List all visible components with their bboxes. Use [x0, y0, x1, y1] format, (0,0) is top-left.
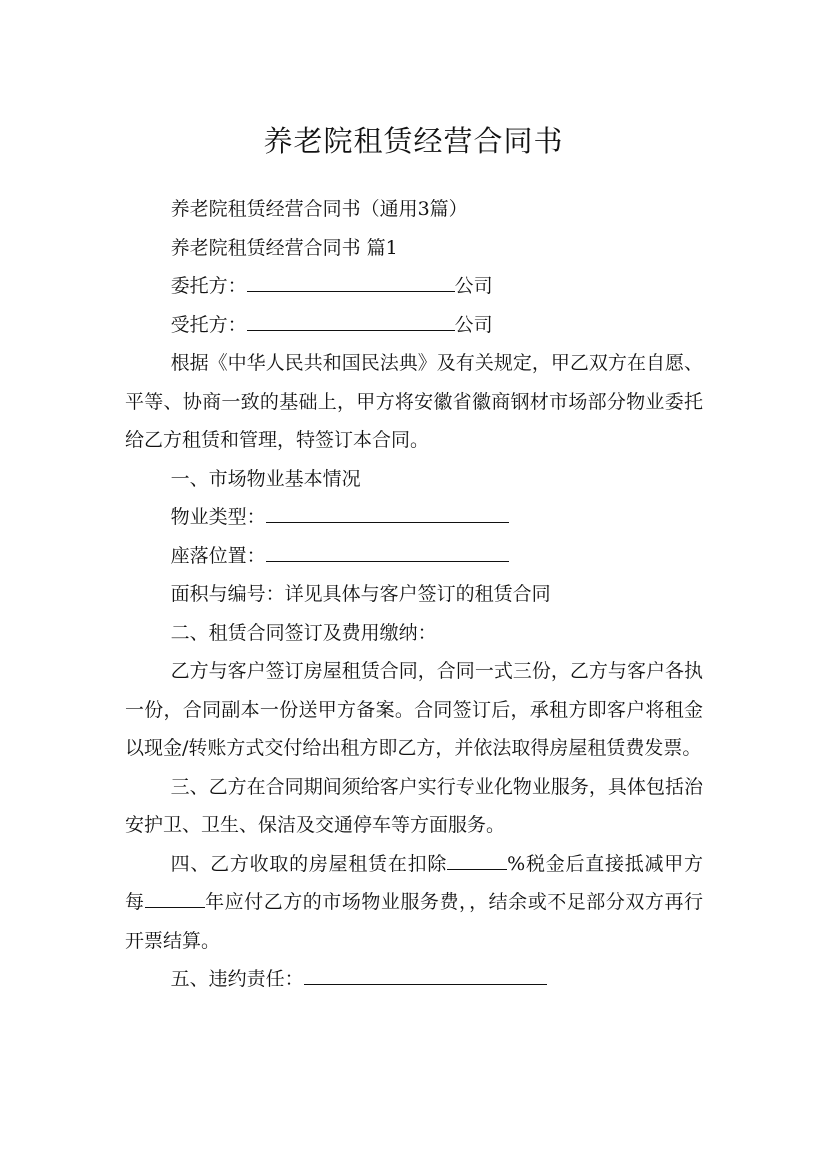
section4-text-2: %税金后直接抵减甲方每: [125, 852, 703, 913]
property-type-label: 物业类型：: [170, 506, 266, 528]
entrustee-company-suffix: 公司: [454, 313, 493, 336]
article-heading: 养老院租赁经营合同书 篇1: [170, 236, 398, 259]
entrustor-label: 委托方：: [170, 275, 247, 297]
section2-body: 乙方与客户签订房屋租赁合同，合同一式三份，乙方与客户各执一份，合同副本一份送甲方备案。合同签订后，承租方即客户将租金以现金/转账方式交付给出租方即乙方，并依法取得房屋租赁费发票。: [125, 660, 703, 759]
section1-heading: 一、市场物业基本情况: [170, 467, 361, 490]
entrustor-company-suffix: 公司: [454, 275, 493, 297]
location-label: 座落位置：: [170, 544, 266, 567]
section4-text-1: 四、乙方收取的房屋租赁在扣除: [170, 852, 448, 875]
section4-paragraph: [125, 845, 703, 961]
entrustee-blank: [247, 309, 455, 331]
intro-paragraph: 根据《中华人民共和国民法典》及有关规定，甲乙双方在自愿、平等、协商一致的基础上，甲方将安徽省徽商钢材市场部分物业委托给乙方租赁和管理，特签订本合同。: [125, 352, 703, 451]
breach-liability-blank: [304, 963, 547, 985]
entrustor-line: [125, 267, 703, 306]
property-type-blank: [266, 501, 509, 523]
year-blank: [145, 886, 205, 908]
document-body: [125, 190, 703, 999]
section5-line: [125, 960, 703, 999]
location-line: [125, 537, 703, 576]
entrustee-label: 受托方：: [170, 313, 247, 336]
area-number-line: 面积与编号：详见具体与客户签订的租赁合同: [170, 583, 551, 605]
section3-paragraph: 三、乙方在合同期间须给客户实行专业化物业服务，具体包括治安护卫、卫生、保洁及交通停车等方面服务。: [125, 775, 703, 836]
entrustor-blank: [247, 270, 455, 292]
location-blank: [266, 540, 509, 562]
property-type-line: [125, 498, 703, 537]
entrustee-line: [125, 306, 703, 345]
tax-percent-blank: [447, 848, 507, 870]
section4-text-3: 年应付乙方的市场物业服务费，，结余或不足部分双方再行开票结算。: [125, 891, 703, 952]
section5-label: 五、违约责任：: [170, 968, 304, 990]
document-title: 养老院租赁经营合同书: [263, 124, 564, 159]
section2-heading: 二、租赁合同签订及费用缴纳：: [170, 621, 437, 644]
subtitle: 养老院租赁经营合同书（通用3篇）: [170, 198, 468, 220]
